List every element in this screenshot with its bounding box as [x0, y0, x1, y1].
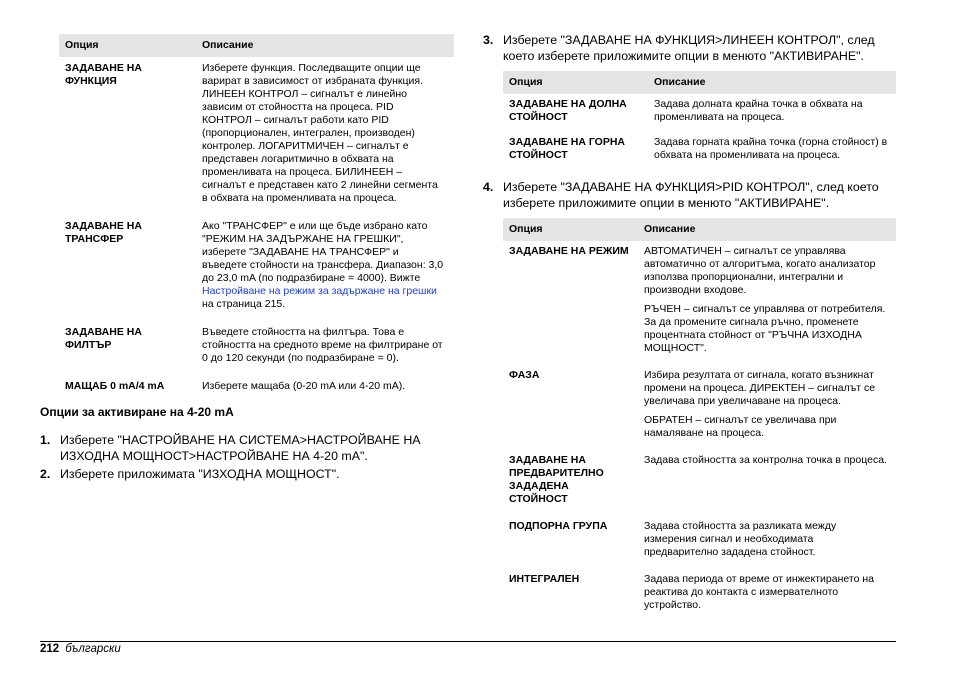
column-header-description: Описание [196, 34, 454, 57]
option-description: Задава периода от време от инжектирането на реактива до контакта с измервателното устройство. [644, 573, 874, 611]
description-text: Ако "ТРАНСФЕР" е или ще бъде избрано като "РЕЖИМ НА ЗАДЪРЖАНЕ НА ГРЕШКИ", изберете "ЗАДАВАНЕ НА ТРАНСФЕР" и въведете стойности на трансфера. Диапазон: 3,0 до 23,0 mA (по подразбиране = 4000). Вижте [202, 220, 444, 284]
table-row [59, 317, 454, 371]
option-name: ПОДПОРНА ГРУПА [509, 520, 608, 532]
table-row [503, 94, 896, 130]
option-name: ЗАДАВАНЕ НА ПРЕДВАРИТЕЛНО ЗАДАДЕНА СТОЙНОСТ [509, 454, 604, 505]
description-paragraph: Избира резултата от сигнала, когато възникнат промени на процеса. ДИРЕКТЕН – сигналът се увеличава при увеличаване на процеса. [644, 369, 876, 407]
table-row [503, 446, 896, 512]
option-name: ФАЗА [509, 369, 540, 381]
option-description: Изберете функция. Последващите опции ще варират в зависимост от избраната функция. ЛИНЕЕН КОНТРОЛ – сигналът е линейно зависим от стойността на процеса. PID КОНТРОЛ – сигналът работи като PID (пропорционален, интегрален, производен) контролер. ЛОГАРИТМИЧЕН – сигналът е представен логаритмично в обхвата на променливата на процеса. БИЛИНЕЕН – сигналът е представен като 2 линейни сегмента в обхвата на променливата на процеса. [202, 62, 438, 204]
column-header-option: Опция [503, 71, 648, 94]
step-number: 3. [483, 33, 494, 47]
table-row [503, 130, 896, 168]
step-item [483, 180, 903, 211]
option-description [196, 211, 454, 317]
column-header-option: Опция [59, 34, 196, 57]
table-row [59, 57, 454, 211]
options-table-function [59, 34, 454, 399]
options-table-linear-control [503, 71, 896, 168]
option-description [638, 241, 896, 361]
step-item [40, 433, 460, 464]
option-name: МАЩАБ 0 mA/4 mA [65, 380, 165, 392]
option-name: ЗАДАВАНЕ НА ФУНКЦИЯ [65, 62, 142, 87]
option-description: Въведете стойността на филтъра. Това е стойността на средното време на филтриране от 0 до 120 секунди (по подразбиране = 0). [202, 326, 443, 364]
footer-divider [40, 641, 896, 642]
table-row [59, 211, 454, 317]
column-header-description: Описание [648, 71, 896, 94]
options-table-pid-control [503, 218, 896, 618]
option-description: Изберете мащаба (0-20 mA или 4-20 mA). [202, 380, 406, 392]
step-number: 4. [483, 180, 494, 194]
step-number: 2. [40, 467, 51, 481]
table-row [503, 565, 896, 618]
step-number: 1. [40, 433, 51, 447]
step-item [483, 33, 903, 64]
table-header-row [503, 71, 896, 94]
option-name: ЗАДАВАНЕ НА ФИЛТЪР [65, 326, 142, 351]
table-header-row [59, 34, 454, 57]
option-description: Задава долната крайна точка в обхвата на променливата на процеса. [654, 98, 863, 123]
table-row [503, 512, 896, 565]
option-name: ЗАДАВАНЕ НА ТРАНСФЕР [65, 220, 142, 245]
option-description: Задава горната крайна точка (горна стойност) в обхвата на променливата на процеса. [654, 136, 888, 161]
page-number: 212 [40, 643, 60, 655]
option-name: ЗАДАВАНЕ НА ГОРНА СТОЙНОСТ [509, 136, 625, 161]
option-name: ЗАДАВАНЕ НА ДОЛНА СТОЙНОСТ [509, 98, 627, 123]
step-text: Изберете "ЗАДАВАНЕ НА ФУНКЦИЯ>ЛИНЕЕН КОНТРОЛ", след което изберете приложимите опции в менюто "АКТИВИРАНЕ". [503, 33, 875, 63]
table-header-row [503, 218, 896, 241]
description-paragraph: РЪЧЕН – сигналът се управлява от потребителя. За да промените сигнала ръчно, променете процентната стойност от "РЪЧНА ИЗХОДНА МОЩНОСТ". [644, 303, 886, 354]
column-header-description: Описание [638, 218, 896, 241]
cross-reference-link[interactable]: Настройване на режим за задържане на грешки [202, 285, 437, 297]
section-heading: Опции за активиране на 4-20 mA [40, 405, 234, 419]
option-description: Задава стойността за разликата между измерения сигнал и необходимата предварително зададена стойност. [644, 520, 837, 558]
option-name: ИНТЕГРАЛЕН [509, 573, 580, 585]
column-header-option: Опция [503, 218, 638, 241]
table-row [59, 371, 454, 399]
language-label: български [65, 643, 121, 655]
description-text: на страница 215. [202, 298, 286, 310]
table-row [503, 361, 896, 446]
option-description: Задава стойността за контролна точка в процеса. [644, 454, 887, 466]
step-text: Изберете "ЗАДАВАНЕ НА ФУНКЦИЯ>PID КОНТРОЛ", след което изберете приложимите опции в менюто "АКТИВИРАНЕ". [503, 180, 879, 210]
page-footer [40, 643, 121, 655]
step-text: Изберете "НАСТРОЙВАНЕ НА СИСТЕМА>НАСТРОЙВАНЕ НА ИЗХОДНА МОЩНОСТ>НАСТРОЙВАНЕ НА 4-20 mA". [60, 433, 421, 463]
step-item [40, 467, 460, 483]
option-description [638, 361, 896, 446]
option-name: ЗАДАВАНЕ НА РЕЖИМ [509, 245, 629, 257]
description-paragraph: АВТОМАТИЧЕН – сигналът се управлява автоматично от алгоритъма, когато анализатор използва пропорционални, интегрални и производни входове. [644, 245, 876, 296]
description-paragraph: ОБРАТЕН – сигналът се увеличава при намаляване на процеса. [644, 414, 837, 439]
step-text: Изберете приложимата "ИЗХОДНА МОЩНОСТ". [60, 467, 340, 481]
table-row [503, 241, 896, 361]
